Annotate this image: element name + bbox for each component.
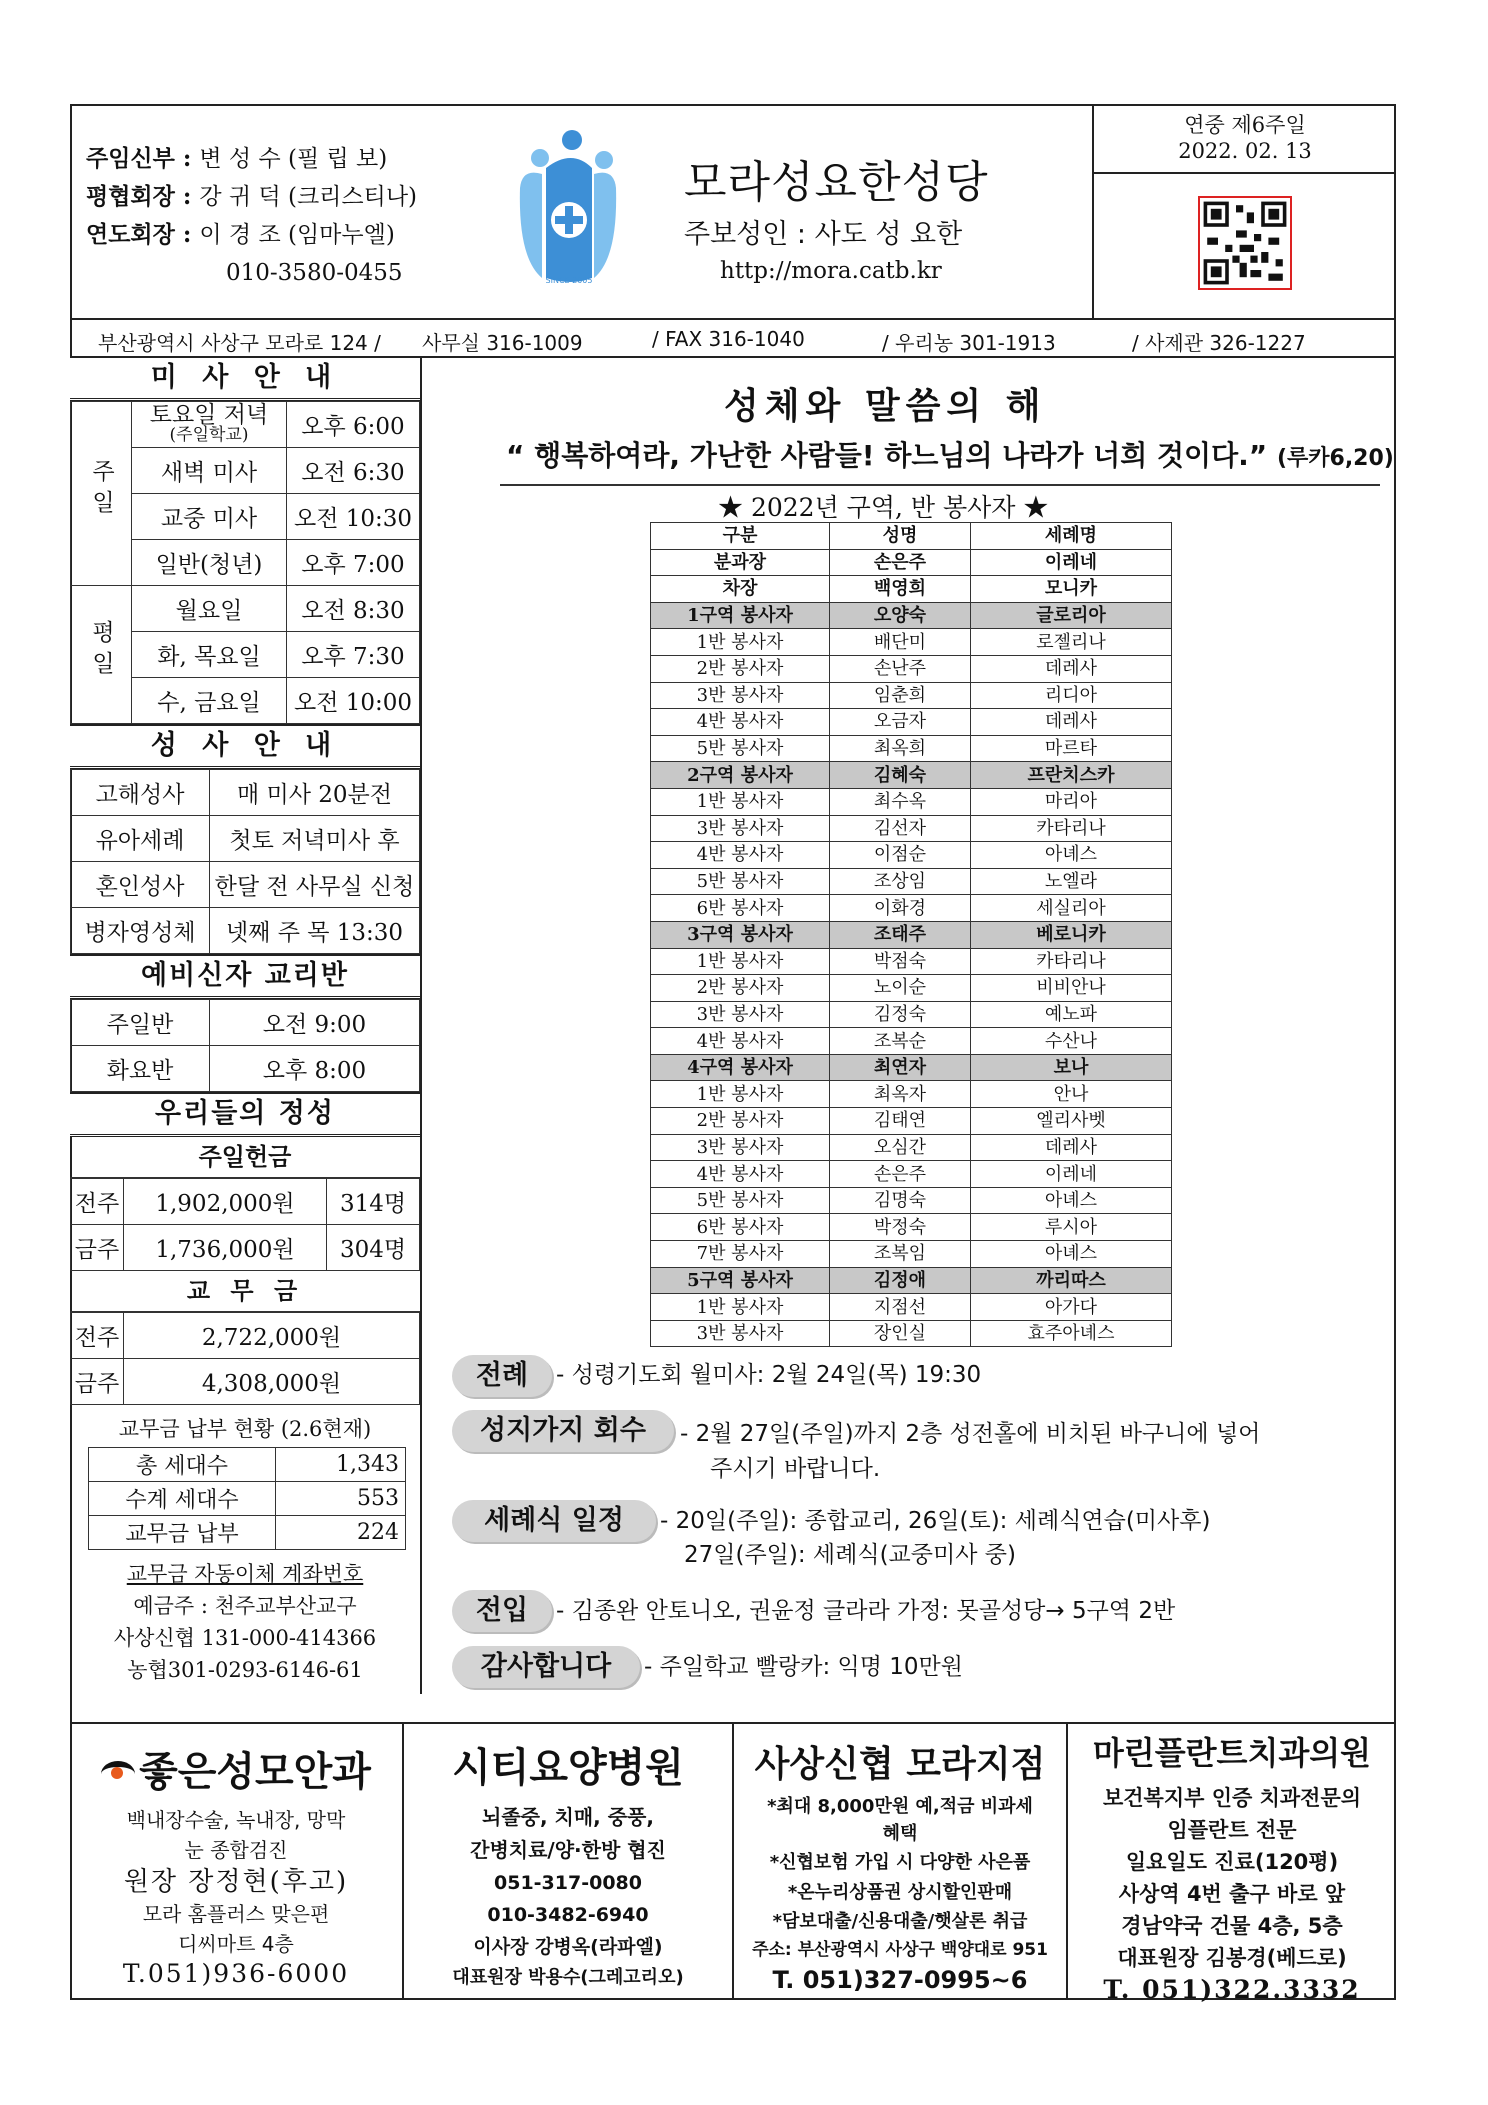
ad-line: 010-3482-6940 xyxy=(487,1904,649,1926)
table-cell: 최옥희 xyxy=(830,735,971,762)
table-row xyxy=(651,655,1172,682)
staff-row: 주임신부 : 변 성 수 (필 립 보) xyxy=(86,145,388,172)
duty-label: 전주 xyxy=(71,1313,124,1359)
table-cell: 카타리나 xyxy=(971,948,1172,975)
table-cell: 김정숙 xyxy=(830,1001,971,1028)
table-cell: 오금자 xyxy=(830,709,971,736)
table-cell: 2반 봉사자 xyxy=(651,655,830,682)
volunteer-table xyxy=(650,522,1172,1347)
sacrament-value: 한달 전 사무실 신청 xyxy=(210,862,420,908)
account-line: 농협301-0293-6146-61 xyxy=(127,1658,363,1682)
table-row xyxy=(651,1187,1172,1214)
table-cell: 6반 봉사자 xyxy=(651,1214,830,1241)
ad-line: 주소: 부산광역시 사상구 백양대로 951 xyxy=(752,1940,1048,1960)
table-cell: 최옥자 xyxy=(830,1081,971,1108)
table-row xyxy=(651,788,1172,815)
offering-amount: 1,736,000원 xyxy=(124,1225,327,1271)
ad-title: 시티요양병원 xyxy=(452,1745,684,1791)
table-row xyxy=(651,549,1172,576)
contact-phone: 010-3580-0455 xyxy=(226,260,403,286)
table-cell: 글로리아 xyxy=(971,602,1172,629)
table-cell: 데레사 xyxy=(971,1134,1172,1161)
table-row xyxy=(651,762,1172,789)
table-cell: 4반 봉사자 xyxy=(651,1161,830,1188)
table-row xyxy=(651,868,1172,895)
status-label: 교무금 납부 xyxy=(89,1516,276,1550)
table-cell: 이점순 xyxy=(830,842,971,869)
sacrament-section-title: 성 사 안 내 xyxy=(70,724,420,769)
table-cell: 3반 봉사자 xyxy=(651,815,830,842)
table-row xyxy=(651,921,1172,948)
sacrament-value: 넷째 주 목 13:30 xyxy=(210,908,420,954)
eye-icon xyxy=(101,1761,135,1787)
notice-label-transfer: 전입 xyxy=(452,1590,552,1632)
table-cell: 아녜스 xyxy=(971,1241,1172,1268)
duty-title: 교 무 금 xyxy=(70,1271,420,1312)
ad-line: 원장 장정현(후고) xyxy=(123,1867,349,1897)
table-cell: 노이순 xyxy=(830,975,971,1002)
liturgical-week: 연중 제6주일 xyxy=(1184,113,1306,137)
table-cell: 3반 봉사자 xyxy=(651,1320,830,1347)
table-cell: 리디아 xyxy=(971,682,1172,709)
table-cell: 백영희 xyxy=(830,576,971,603)
table-cell: 4구역 봉사자 xyxy=(651,1054,830,1081)
account-title: 교무금 자동이체 계좌번호 xyxy=(126,1562,364,1586)
duty-label: 금주 xyxy=(71,1359,124,1405)
table-cell: 오심간 xyxy=(830,1134,971,1161)
mass-time: 오전 8:30 xyxy=(287,586,420,632)
table-cell: 1반 봉사자 xyxy=(651,788,830,815)
table-row xyxy=(651,1267,1172,1294)
table-row xyxy=(651,948,1172,975)
notice-text: - 2월 27일(주일)까지 2층 성전홀에 비치된 바구니에 넣어 xyxy=(680,1421,1261,1447)
church-url[interactable]: http://mora.catb.kr xyxy=(720,258,942,284)
mass-time: 오후 7:00 xyxy=(287,540,420,586)
table-cell: 엘리사벳 xyxy=(971,1108,1172,1135)
mass-time: 오전 10:00 xyxy=(287,678,420,724)
table-header: 성명 xyxy=(830,523,971,550)
offering-amount: 1,902,000원 xyxy=(124,1179,327,1225)
ad-line: 051-317-0080 xyxy=(494,1872,642,1894)
ad-line: 모라 홈플러스 맞은편 xyxy=(142,1902,330,1926)
office-phone: 사무실 316-1009 xyxy=(422,331,583,355)
catechumen-section-title: 예비신자 교리반 xyxy=(70,954,420,999)
sacrament-value: 매 미사 20분전 xyxy=(210,770,420,816)
table-row xyxy=(651,1214,1172,1241)
table-row xyxy=(651,1108,1172,1135)
urinong-phone: / 우리농 301-1913 xyxy=(882,331,1056,355)
table-cell: 프란치스카 xyxy=(971,762,1172,789)
notice-text: 27일(주일): 세례식(교중미사 중) xyxy=(684,1542,1016,1568)
table-cell: 1반 봉사자 xyxy=(651,629,830,656)
ad-line: 간병치료/양·한방 협진 xyxy=(470,1838,666,1862)
ad-line: T. 051)327-0995~6 xyxy=(772,1966,1028,1994)
mass-name: 일반(청년) xyxy=(132,540,287,586)
ad-eye-clinic[interactable] xyxy=(70,1724,402,2000)
sacrament-name: 고해성사 xyxy=(71,770,210,816)
table-cell: 최수옥 xyxy=(830,788,971,815)
table-row xyxy=(651,1081,1172,1108)
weekday-label: 평일 xyxy=(71,586,132,724)
notice-label-liturgy: 전례 xyxy=(452,1355,552,1397)
ad-line: T. 051)322.3332 xyxy=(1103,1975,1361,2004)
table-cell: 세실리아 xyxy=(971,895,1172,922)
ad-line: 눈 종합검진 xyxy=(184,1838,288,1862)
ad-line: *신협보험 가입 시 다양한 사은품 xyxy=(769,1852,1031,1873)
table-cell: 배단미 xyxy=(830,629,971,656)
table-cell: 임춘희 xyxy=(830,682,971,709)
table-row xyxy=(651,1320,1172,1347)
table-row xyxy=(651,1028,1172,1055)
notice-label-palm: 성지가지 회수 xyxy=(452,1410,674,1452)
table-cell: 모니카 xyxy=(971,576,1172,603)
table-cell: 보나 xyxy=(971,1054,1172,1081)
logo-since-text: SINCE 2005 xyxy=(545,276,593,285)
table-cell: 3반 봉사자 xyxy=(651,1134,830,1161)
table-cell: 분과장 xyxy=(651,549,830,576)
staff-row: 연도회장 : 이 경 조 (임마누엘) xyxy=(86,221,395,248)
table-cell: 5구역 봉사자 xyxy=(651,1267,830,1294)
table-cell: 김정애 xyxy=(830,1267,971,1294)
ad-line: 대표원장 김봉경(베드로) xyxy=(1117,1946,1347,1970)
ad-line: 사상역 4번 출구 바로 앞 xyxy=(1118,1882,1346,1906)
table-row xyxy=(651,576,1172,603)
quote-reference: (루카6,20) xyxy=(1276,446,1394,471)
mass-time: 오전 6:30 xyxy=(287,448,420,494)
ad-title: 마린플란트치과의원 xyxy=(1092,1734,1372,1772)
table-cell: 6반 봉사자 xyxy=(651,895,830,922)
table-cell: 아녜스 xyxy=(971,1187,1172,1214)
table-cell: 손은주 xyxy=(830,1161,971,1188)
ad-line: 보건복지부 인증 치과전문의 xyxy=(1102,1786,1362,1810)
mass-name: 토요일 저녁 (주일학교) xyxy=(132,402,287,448)
catechumen-table xyxy=(70,999,420,1092)
mass-name: 새벽 미사 xyxy=(132,448,287,494)
sacrament-name: 혼인성사 xyxy=(71,862,210,908)
sacrament-table xyxy=(70,769,420,954)
table-cell: 김선자 xyxy=(830,815,971,842)
table-cell: 비비안나 xyxy=(971,975,1172,1002)
table-cell: 장인실 xyxy=(830,1320,971,1347)
table-row xyxy=(651,975,1172,1002)
ad-line: *온누리상품권 상시할인판매 xyxy=(787,1882,1013,1903)
table-cell: 김명숙 xyxy=(830,1187,971,1214)
table-row xyxy=(651,602,1172,629)
class-time: 오후 8:00 xyxy=(210,1046,420,1092)
left-column xyxy=(70,358,422,1694)
sunday-offering-title: 주일헌금 xyxy=(70,1137,420,1178)
mass-name: 수, 금요일 xyxy=(132,678,287,724)
table-cell: 아가다 xyxy=(971,1294,1172,1321)
notice-text: - 김종완 안토니오, 권윤정 글라라 가정: 못골성당→ 5구역 2반 xyxy=(556,1598,1176,1624)
offering-section-title: 우리들의 정성 xyxy=(70,1092,420,1137)
table-cell: 3반 봉사자 xyxy=(651,1001,830,1028)
table-row xyxy=(651,709,1172,736)
gospel-quote: “ 행복하여라, 가난한 사람들! 하느님의 나라가 너희 것이다.” (루카6,20) xyxy=(506,439,1394,472)
sunday-offering-table xyxy=(70,1178,420,1271)
table-cell: 최연자 xyxy=(830,1054,971,1081)
offering-people: 304명 xyxy=(327,1225,420,1271)
table-cell: 1반 봉사자 xyxy=(651,1294,830,1321)
staff-list xyxy=(86,140,417,292)
table-cell: 안나 xyxy=(971,1081,1172,1108)
ad-line: 혜택 xyxy=(882,1823,918,1844)
table-cell: 박정숙 xyxy=(830,1214,971,1241)
issue-date: 2022. 02. 13 xyxy=(1178,139,1312,163)
qr-code-icon[interactable] xyxy=(1198,196,1292,290)
mass-name: 월요일 xyxy=(132,586,287,632)
class-name: 화요반 xyxy=(71,1046,210,1092)
table-cell: 김태연 xyxy=(830,1108,971,1135)
ad-line: 디씨마트 4층 xyxy=(178,1932,294,1956)
status-value: 224 xyxy=(276,1516,406,1550)
notice-text: 주시기 바랍니다. xyxy=(710,1456,881,1482)
table-cell: 조복순 xyxy=(830,1028,971,1055)
table-cell: 효주아녜스 xyxy=(971,1320,1172,1347)
status-value: 553 xyxy=(276,1482,406,1516)
notice-text: - 20일(주일): 종합교리, 26일(토): 세례식연습(미사후) xyxy=(660,1508,1211,1534)
table-cell: 예노파 xyxy=(971,1001,1172,1028)
class-name: 주일반 xyxy=(71,1000,210,1046)
account-line: 사상신협 131-000-414366 xyxy=(113,1626,377,1650)
table-cell: 데레사 xyxy=(971,655,1172,682)
table-row xyxy=(651,1001,1172,1028)
table-cell: 박점숙 xyxy=(830,948,971,975)
table-cell: 5반 봉사자 xyxy=(651,1187,830,1214)
ad-line: 일요일도 진료(120평) xyxy=(1125,1850,1339,1874)
advertisement-bar xyxy=(70,1722,1396,2002)
ad-line: *담보대출/신용대출/햇살론 취급 xyxy=(772,1911,1028,1932)
duty-status-title: 교무금 납부 현황 (2.6현재) xyxy=(118,1417,372,1441)
table-cell: 아녜스 xyxy=(971,842,1172,869)
address-text: 부산광역시 사상구 모라로 124 / xyxy=(98,331,381,355)
ad-credit-union[interactable] xyxy=(732,1724,1066,2000)
table-cell: 1반 봉사자 xyxy=(651,948,830,975)
table-cell: 오양숙 xyxy=(830,602,971,629)
table-cell: 이레네 xyxy=(971,1161,1172,1188)
mass-time: 오후 7:30 xyxy=(287,632,420,678)
table-cell: 지점선 xyxy=(830,1294,971,1321)
status-label: 총 세대수 xyxy=(89,1448,276,1482)
ad-title: 좋은성모안과 xyxy=(70,1740,402,1797)
duty-amount: 2,722,000원 xyxy=(124,1313,420,1359)
duty-table xyxy=(70,1312,420,1405)
offering-label: 금주 xyxy=(71,1225,124,1271)
table-cell: 7반 봉사자 xyxy=(651,1241,830,1268)
mass-name: 화, 목요일 xyxy=(132,632,287,678)
table-cell: 카타리나 xyxy=(971,815,1172,842)
table-cell: 2반 봉사자 xyxy=(651,975,830,1002)
table-cell: 손난주 xyxy=(830,655,971,682)
class-time: 오전 9:00 xyxy=(210,1000,420,1046)
status-label: 수계 세대수 xyxy=(89,1482,276,1516)
table-row xyxy=(651,629,1172,656)
table-cell: 조상임 xyxy=(830,868,971,895)
table-cell: 2구역 봉사자 xyxy=(651,762,830,789)
year-title: 성체와 말씀의 해 xyxy=(724,386,1047,427)
divider xyxy=(500,484,1380,486)
table-cell: 데레사 xyxy=(971,709,1172,736)
table-cell: 마리아 xyxy=(971,788,1172,815)
ad-line: 백내장수술, 녹내장, 망막 xyxy=(126,1808,346,1832)
table-cell: 5반 봉사자 xyxy=(651,735,830,762)
offering-label: 전주 xyxy=(71,1179,124,1225)
mass-section-title: 미 사 안 내 xyxy=(70,358,420,401)
mass-name: 교중 미사 xyxy=(132,494,287,540)
table-cell: 로젤리나 xyxy=(971,629,1172,656)
sacrament-name: 병자영성체 xyxy=(71,908,210,954)
duty-amount: 4,308,000원 xyxy=(124,1359,420,1405)
table-row xyxy=(651,1161,1172,1188)
table-cell: 이화경 xyxy=(830,895,971,922)
notice-label-baptism: 세례식 일정 xyxy=(452,1500,656,1542)
table-cell: 1구역 봉사자 xyxy=(651,602,830,629)
table-header: 세례명 xyxy=(971,523,1172,550)
table-row xyxy=(651,1294,1172,1321)
date-box xyxy=(1092,104,1396,174)
table-cell: 수산나 xyxy=(971,1028,1172,1055)
offering-people: 314명 xyxy=(327,1179,420,1225)
table-row xyxy=(651,735,1172,762)
table-cell: 1반 봉사자 xyxy=(651,1081,830,1108)
table-row xyxy=(651,682,1172,709)
ad-title: 사상신협 모라지점 xyxy=(754,1744,1046,1785)
status-value: 1,343 xyxy=(276,1448,406,1482)
ad-line: 이사장 강병옥(라파엘) xyxy=(473,1936,663,1958)
ad-line: 임플란트 전문 xyxy=(1167,1818,1297,1842)
mass-time: 오전 10:30 xyxy=(287,494,420,540)
table-cell: 3구역 봉사자 xyxy=(651,921,830,948)
sacrament-value: 첫토 저녁미사 후 xyxy=(210,816,420,862)
sunday-label: 주일 xyxy=(71,402,132,586)
table-row xyxy=(651,1134,1172,1161)
address-bar xyxy=(70,318,1396,358)
fax-number: / FAX 316-1040 xyxy=(652,327,805,351)
table-row xyxy=(651,1054,1172,1081)
ad-line: *최대 8,000만원 예,적금 비과세 xyxy=(767,1796,1033,1817)
ad-line: 대표원장 박용수(그레고리오) xyxy=(452,1967,684,1988)
table-cell: 5반 봉사자 xyxy=(651,868,830,895)
table-cell: 4반 봉사자 xyxy=(651,1028,830,1055)
table-cell: 루시아 xyxy=(971,1214,1172,1241)
ad-dental-clinic[interactable] xyxy=(1066,1724,1396,2004)
table-row xyxy=(651,815,1172,842)
account-info xyxy=(70,1550,420,1694)
table-cell: 이레네 xyxy=(971,549,1172,576)
table-cell: 3반 봉사자 xyxy=(651,682,830,709)
notice-text: - 성령기도회 월미사: 2월 24일(목) 19:30 xyxy=(556,1362,982,1388)
table-row xyxy=(651,895,1172,922)
table-cell: 차장 xyxy=(651,576,830,603)
patron-saint: 주보성인 : 사도 성 요한 xyxy=(684,219,963,250)
church-logo-icon xyxy=(512,128,624,288)
duty-status-table xyxy=(88,1447,406,1550)
table-cell: 조태주 xyxy=(830,921,971,948)
ad-line: T.051)936-6000 xyxy=(122,1959,350,1988)
sacrament-name: 유아세례 xyxy=(71,816,210,862)
ad-hospital[interactable] xyxy=(402,1724,732,2000)
account-line: 예금주 : 천주교부산교구 xyxy=(133,1594,357,1618)
staff-row: 평협회장 : 강 귀 덕 (크리스티나) xyxy=(86,183,418,210)
table-cell: 4반 봉사자 xyxy=(651,842,830,869)
ad-line: 경남약국 건물 4층, 5층 xyxy=(1121,1914,1343,1938)
notice-label-thanks: 감사합니다 xyxy=(452,1646,640,1688)
table-cell: 2반 봉사자 xyxy=(651,1108,830,1135)
table-cell: 까리따스 xyxy=(971,1267,1172,1294)
table-cell: 마르타 xyxy=(971,735,1172,762)
table-cell: 베로니카 xyxy=(971,921,1172,948)
notice-text: - 주일학교 빨랑카: 익명 10만원 xyxy=(644,1654,963,1680)
table-cell: 김혜숙 xyxy=(830,762,971,789)
table-row xyxy=(651,842,1172,869)
table-cell: 조복임 xyxy=(830,1241,971,1268)
table-header: 구분 xyxy=(651,523,830,550)
table-cell: 4반 봉사자 xyxy=(651,709,830,736)
rectory-phone: / 사제관 326-1227 xyxy=(1132,331,1306,355)
qr-area xyxy=(1092,174,1396,318)
table-row xyxy=(651,1241,1172,1268)
table-cell: 노엘라 xyxy=(971,868,1172,895)
volunteer-table-title: ★ 2022년 구역, 반 봉사자 ★ xyxy=(718,493,1049,522)
table-cell: 손은주 xyxy=(830,549,971,576)
mass-time: 오후 6:00 xyxy=(287,402,420,448)
ad-line: 뇌졸중, 치매, 중풍, xyxy=(482,1805,654,1829)
church-name: 모라성요한성당 xyxy=(684,157,989,208)
mass-table xyxy=(70,401,420,724)
